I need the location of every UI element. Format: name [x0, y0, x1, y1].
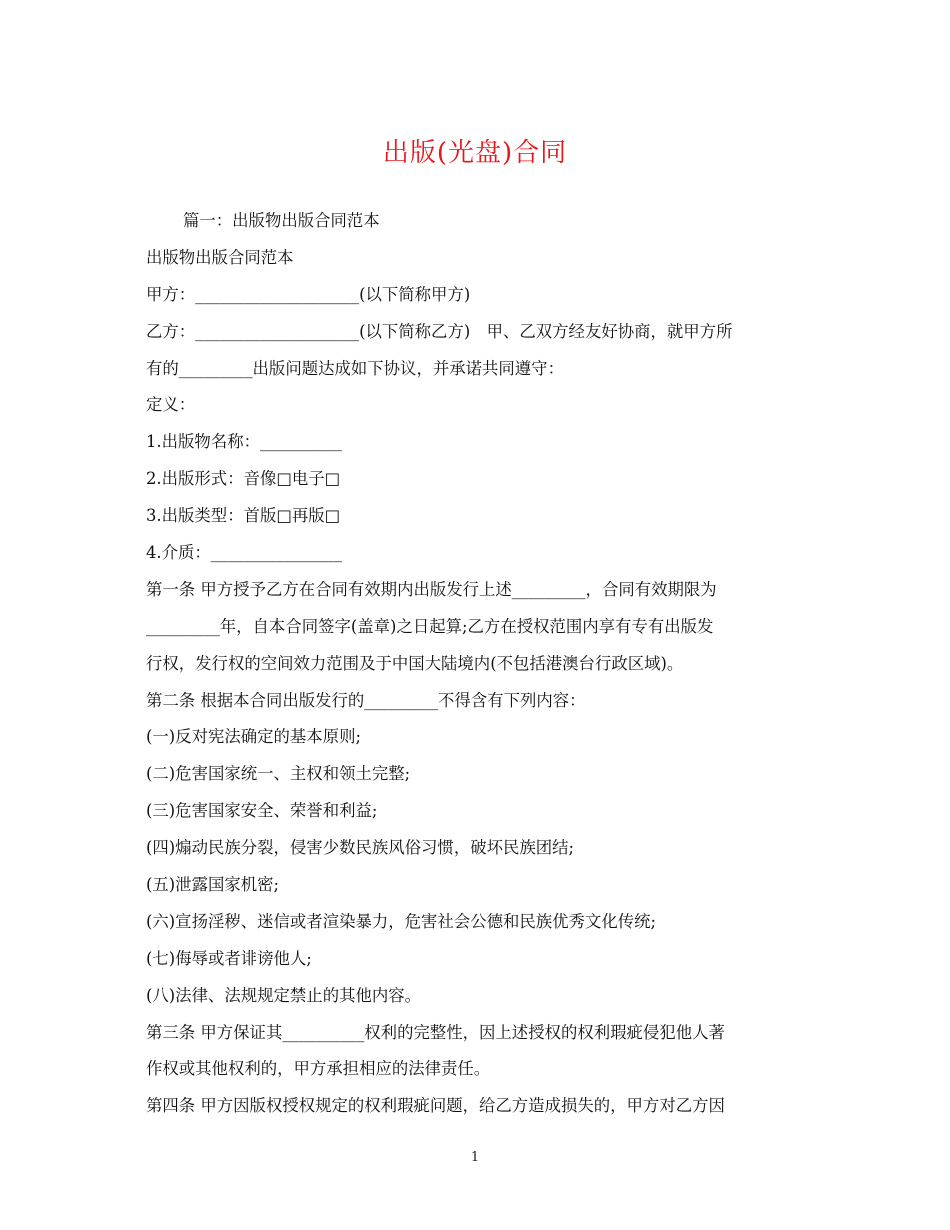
party-b-line: 乙方：____________________(以下简称乙方) 甲、乙双方经友好协商，就甲方所	[146, 321, 733, 341]
list-item: (二)危害国家统一、主权和领土完整;	[146, 764, 411, 784]
page-number: 1	[470, 1150, 480, 1165]
agreement-line: 有的_________出版问题达成如下协议，并承诺共同遵守：	[146, 358, 564, 378]
contract-name: 出版物出版合同范本	[146, 247, 294, 267]
definitions-heading: 定义：	[146, 395, 196, 415]
article-line: 第一条 甲方授予乙方在合同有效期内出版发行上述_________，合同有效期限为	[146, 579, 717, 599]
definition-item: 4.介质：________________	[146, 543, 342, 563]
definition-item: 3.出版类型：首版□再版□	[146, 506, 341, 526]
article-line: 第二条 根据本合同出版发行的_________不得含有下列内容：	[146, 690, 586, 710]
article-line: _________年，自本合同签字(盖章)之日起算;乙方在授权范围内享有专有出版发	[146, 616, 714, 636]
list-item: (五)泄露国家机密;	[146, 875, 280, 895]
document-title: 出版(光盘)合同	[382, 138, 568, 168]
article-line: 作权或其他权利的，甲方承担相应的法律责任。	[146, 1059, 491, 1079]
list-item: (八)法律、法规规定禁止的其他内容。	[146, 985, 422, 1005]
party-a-line: 甲方：____________________(以下简称甲方)	[146, 284, 471, 304]
list-item: (一)反对宪法确定的基本原则;	[146, 727, 361, 747]
section-heading: 篇一：出版物出版合同范本	[183, 211, 380, 230]
definition-item: 2.出版形式：音像□电子□	[146, 469, 341, 489]
article-line: 第四条 甲方因版权授权规定的权利瑕疵问题，给乙方造成损失的，甲方对乙方因	[146, 1096, 725, 1116]
list-item: (六)宣扬淫秽、迷信或者渲染暴力，危害社会公德和民族优秀文化传统;	[146, 911, 657, 931]
list-item: (三)危害国家安全、荣誉和利益;	[146, 801, 378, 821]
article-line: 行权，发行权的空间效力范围及于中国大陆境内(不包括港澳台行政区域)。	[146, 653, 684, 673]
definition-item: 1.出版物名称：__________	[146, 432, 342, 452]
list-item: (七)侮辱或者诽谤他人;	[146, 948, 312, 968]
article-line: 第三条 甲方保证其__________权利的完整性，因上述授权的权利瑕疵侵犯他人著	[146, 1022, 725, 1042]
document-body	[146, 203, 810, 1125]
list-item: (四)煽动民族分裂，侵害少数民族风俗习惯，破坏民族团结;	[146, 838, 575, 858]
